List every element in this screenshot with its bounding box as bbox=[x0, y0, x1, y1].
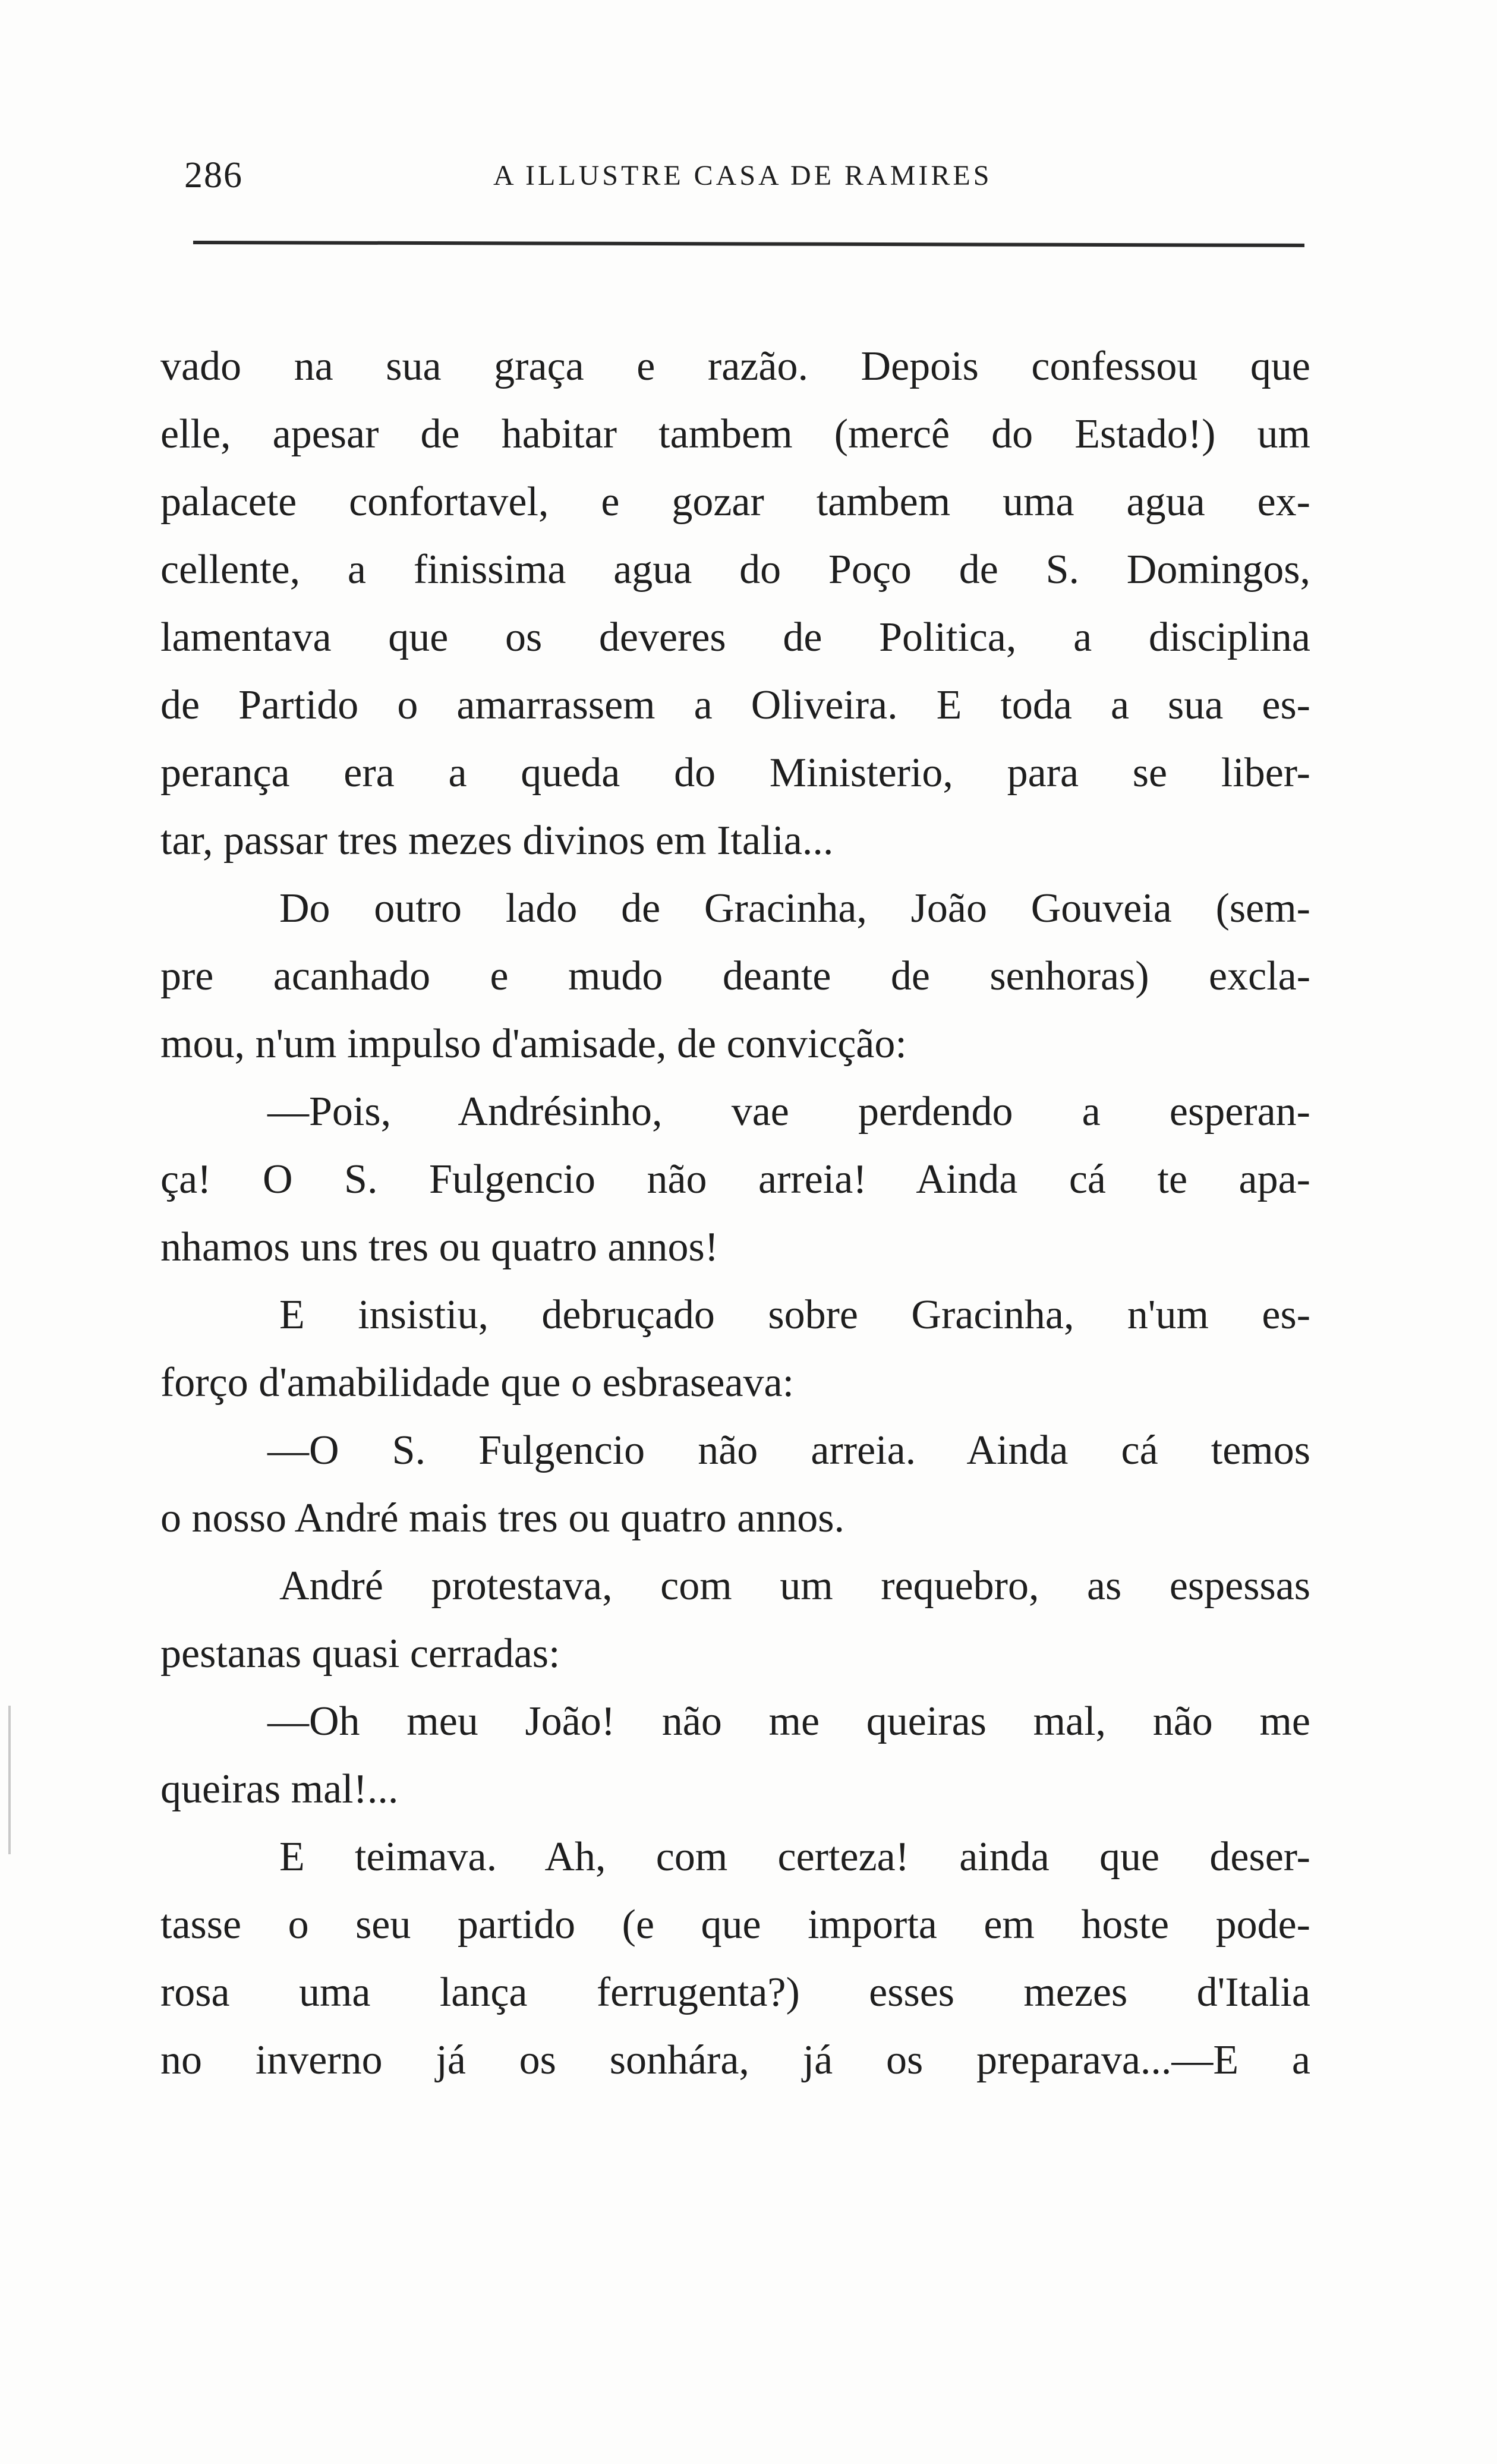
text-line: lamentava que os deveres de Politica, a disciplina bbox=[160, 615, 1310, 660]
text-line: queiras mal!... bbox=[160, 1766, 399, 1812]
header-rule bbox=[193, 241, 1304, 247]
text-line: —Pois, Andrésinho, vae perdendo a esperan- bbox=[267, 1089, 1310, 1135]
text-line: —Oh meu João! não me queiras mal, não me bbox=[267, 1699, 1310, 1744]
text-line: palacete confortavel, e gozar tambem uma agua ex- bbox=[160, 479, 1310, 525]
text-line: nhamos uns tres ou quatro annos! bbox=[160, 1224, 719, 1270]
text-line: vado na sua graça e razão. Depois confessou que bbox=[160, 344, 1310, 389]
text-line: o nosso André mais tres ou quatro annos. bbox=[160, 1495, 844, 1541]
text-line: no inverno já os sonhára, já os preparava...—E a bbox=[160, 2037, 1310, 2083]
text-line: rosa uma lança ferrugenta?) esses mezes d'Italia bbox=[160, 1970, 1310, 2015]
text-line: pestanas quasi cerradas: bbox=[160, 1631, 560, 1677]
text-line: tasse o seu partido (e que importa em hoste pode- bbox=[160, 1902, 1310, 1948]
text-line: Do outro lado de Gracinha, João Gouveia (sem- bbox=[279, 886, 1310, 931]
page-header bbox=[184, 155, 1313, 202]
text-line: elle, apesar de habitar tambem (mercê do Estado!) um bbox=[160, 411, 1310, 457]
text-line: cellente, a finissima agua do Poço de S. Domingos, bbox=[160, 547, 1310, 593]
running-title: A ILLUSTRE CASA DE RAMIRES bbox=[493, 160, 992, 191]
margin-scan-mark bbox=[8, 1706, 11, 1854]
text-line: —O S. Fulgencio não arreia. Ainda cá temos bbox=[267, 1428, 1310, 1473]
text-line: André protestava, com um requebro, as espessas bbox=[279, 1563, 1310, 1609]
text-line: mou, n'um impulso d'amisade, de convicção: bbox=[160, 1021, 907, 1067]
text-line: forço d'amabilidade que o esbraseava: bbox=[160, 1360, 795, 1406]
page-number: 286 bbox=[184, 155, 243, 196]
text-line: pre acanhado e mudo deante de senhoras) excla- bbox=[160, 953, 1310, 999]
text-line: perança era a queda do Ministerio, para se liber- bbox=[160, 750, 1310, 796]
body-text bbox=[160, 333, 1310, 2094]
text-line: ça! O S. Fulgencio não arreia! Ainda cá te apa- bbox=[160, 1157, 1310, 1202]
text-line: E teimava. Ah, com certeza! ainda que deser- bbox=[279, 1834, 1310, 1880]
text-line: E insistiu, debruçado sobre Gracinha, n'um es- bbox=[279, 1292, 1310, 1338]
text-line: de Partido o amarrassem a Oliveira. E toda a sua es- bbox=[160, 682, 1310, 728]
text-line: tar, passar tres mezes divinos em Italia... bbox=[160, 818, 834, 864]
